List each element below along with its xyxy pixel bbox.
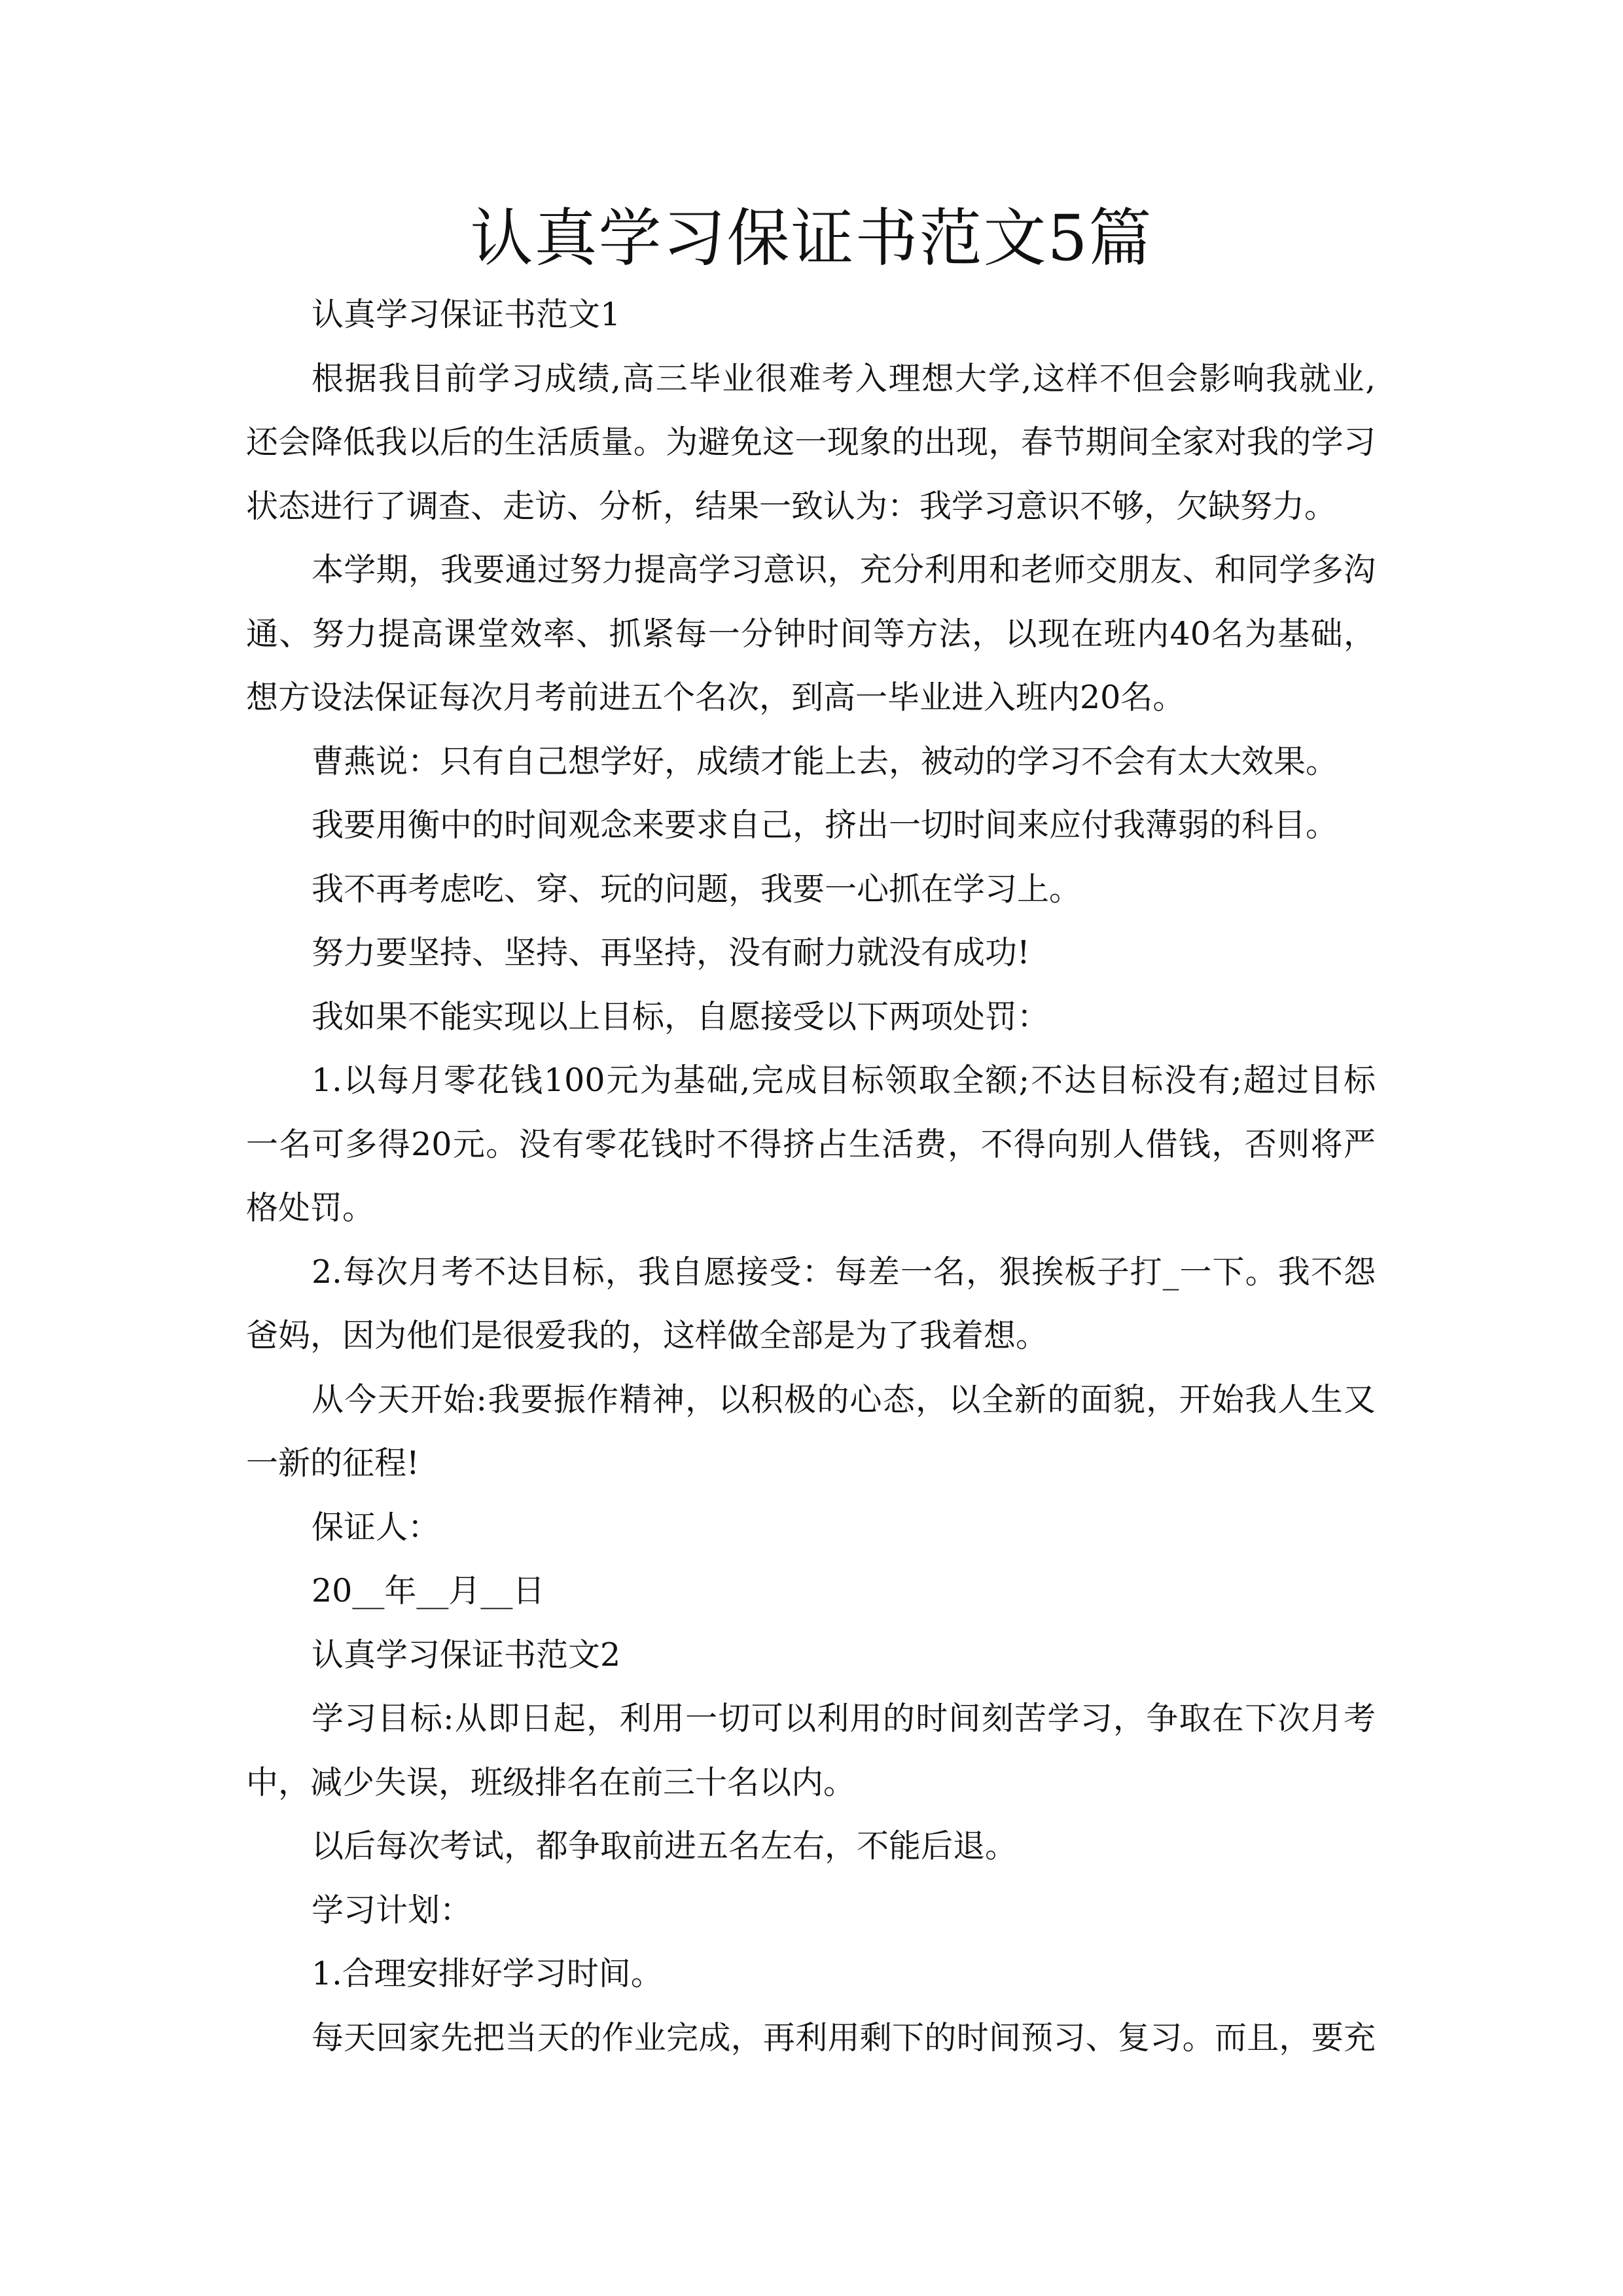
paragraph-line: 根据我目前学习成绩,高三毕业很难考入理想大学,这样不但会影响我就业, [312,359,1376,397]
paragraph-line: 想方设法保证每次月考前进五个名次，到高一毕业进入班内20名。 [246,679,1185,716]
paragraph-line: 20__年__月__日 [312,1572,545,1609]
paragraph-line: 2.每次月考不达目标，我自愿接受：每差一名，狠挨板子打_一下。我不怨 [312,1253,1376,1291]
paragraph-line: 认真学习保证书范文2 [312,1636,621,1674]
paragraph-line: 本学期，我要通过努力提高学习意识，充分利用和老师交朋友、和同学多沟 [312,551,1376,588]
paragraph-line: 1.以每月零花钱100元为基础,完成目标领取全额;不达目标没有;超过目标 [312,1062,1376,1099]
paragraph-line: 学习计划： [312,1891,473,1929]
paragraph-line: 我要用衡中的时间观念来要求自己，挤出一切时间来应付我薄弱的科目。 [312,806,1338,844]
paragraph-line: 以后每次考试，都争取前进五名左右，不能后退。 [312,1827,1018,1865]
paragraph-line: 认真学习保证书范文1 [312,296,621,333]
paragraph-line: 我如果不能实现以上目标，自愿接受以下两项处罚： [312,997,1050,1035]
paragraph-line: 一新的征程! [246,1444,419,1482]
paragraph-line: 中，减少失误，班级排名在前三十名以内。 [246,1763,856,1801]
paragraph-line: 努力要坚持、坚持、再坚持，没有耐力就没有成功! [312,934,1030,971]
paragraph-line: 通、努力提高课堂效率、抓紧每一分钟时间等方法，以现在班内40名为基础， [246,615,1376,653]
paragraph-line: 曹燕说：只有自己想学好，成绩才能上去，被动的学习不会有太大效果。 [312,742,1338,780]
paragraph-line: 1.合理安排好学习时间。 [312,1955,663,1992]
paragraph-line: 爸妈，因为他们是很爱我的，这样做全部是为了我着想。 [246,1317,1048,1354]
paragraph-line: 一名可多得20元。没有零花钱时不得挤占生活费，不得向别人借钱，否则将严 [246,1125,1376,1163]
paragraph-line: 每天回家先把当天的作业完成，再利用剩下的时间预习、复习。而且，要充 [312,2018,1376,2056]
paragraph-line: 还会降低我以后的生活质量。为避免这一现象的出现，春节期间全家对我的学习 [246,423,1376,461]
paragraph-line: 我不再考虑吃、穿、玩的问题，我要一心抓在学习上。 [312,870,1082,908]
paragraph-line: 从今天开始:我要振作精神，以积极的心态，以全新的面貌，开始我人生又 [312,1380,1376,1418]
paragraph-line: 格处罚。 [246,1189,375,1227]
document-title: 认真学习保证书范文5篇 [470,202,1153,275]
paragraph-line: 保证人： [312,1508,440,1546]
paragraph-line: 学习目标:从即日起，利用一切可以利用的时间刻苦学习，争取在下次月考 [312,1700,1376,1737]
paragraph-line: 状态进行了调查、走访、分析，结果一致认为：我学习意识不够，欠缺努力。 [246,487,1337,525]
